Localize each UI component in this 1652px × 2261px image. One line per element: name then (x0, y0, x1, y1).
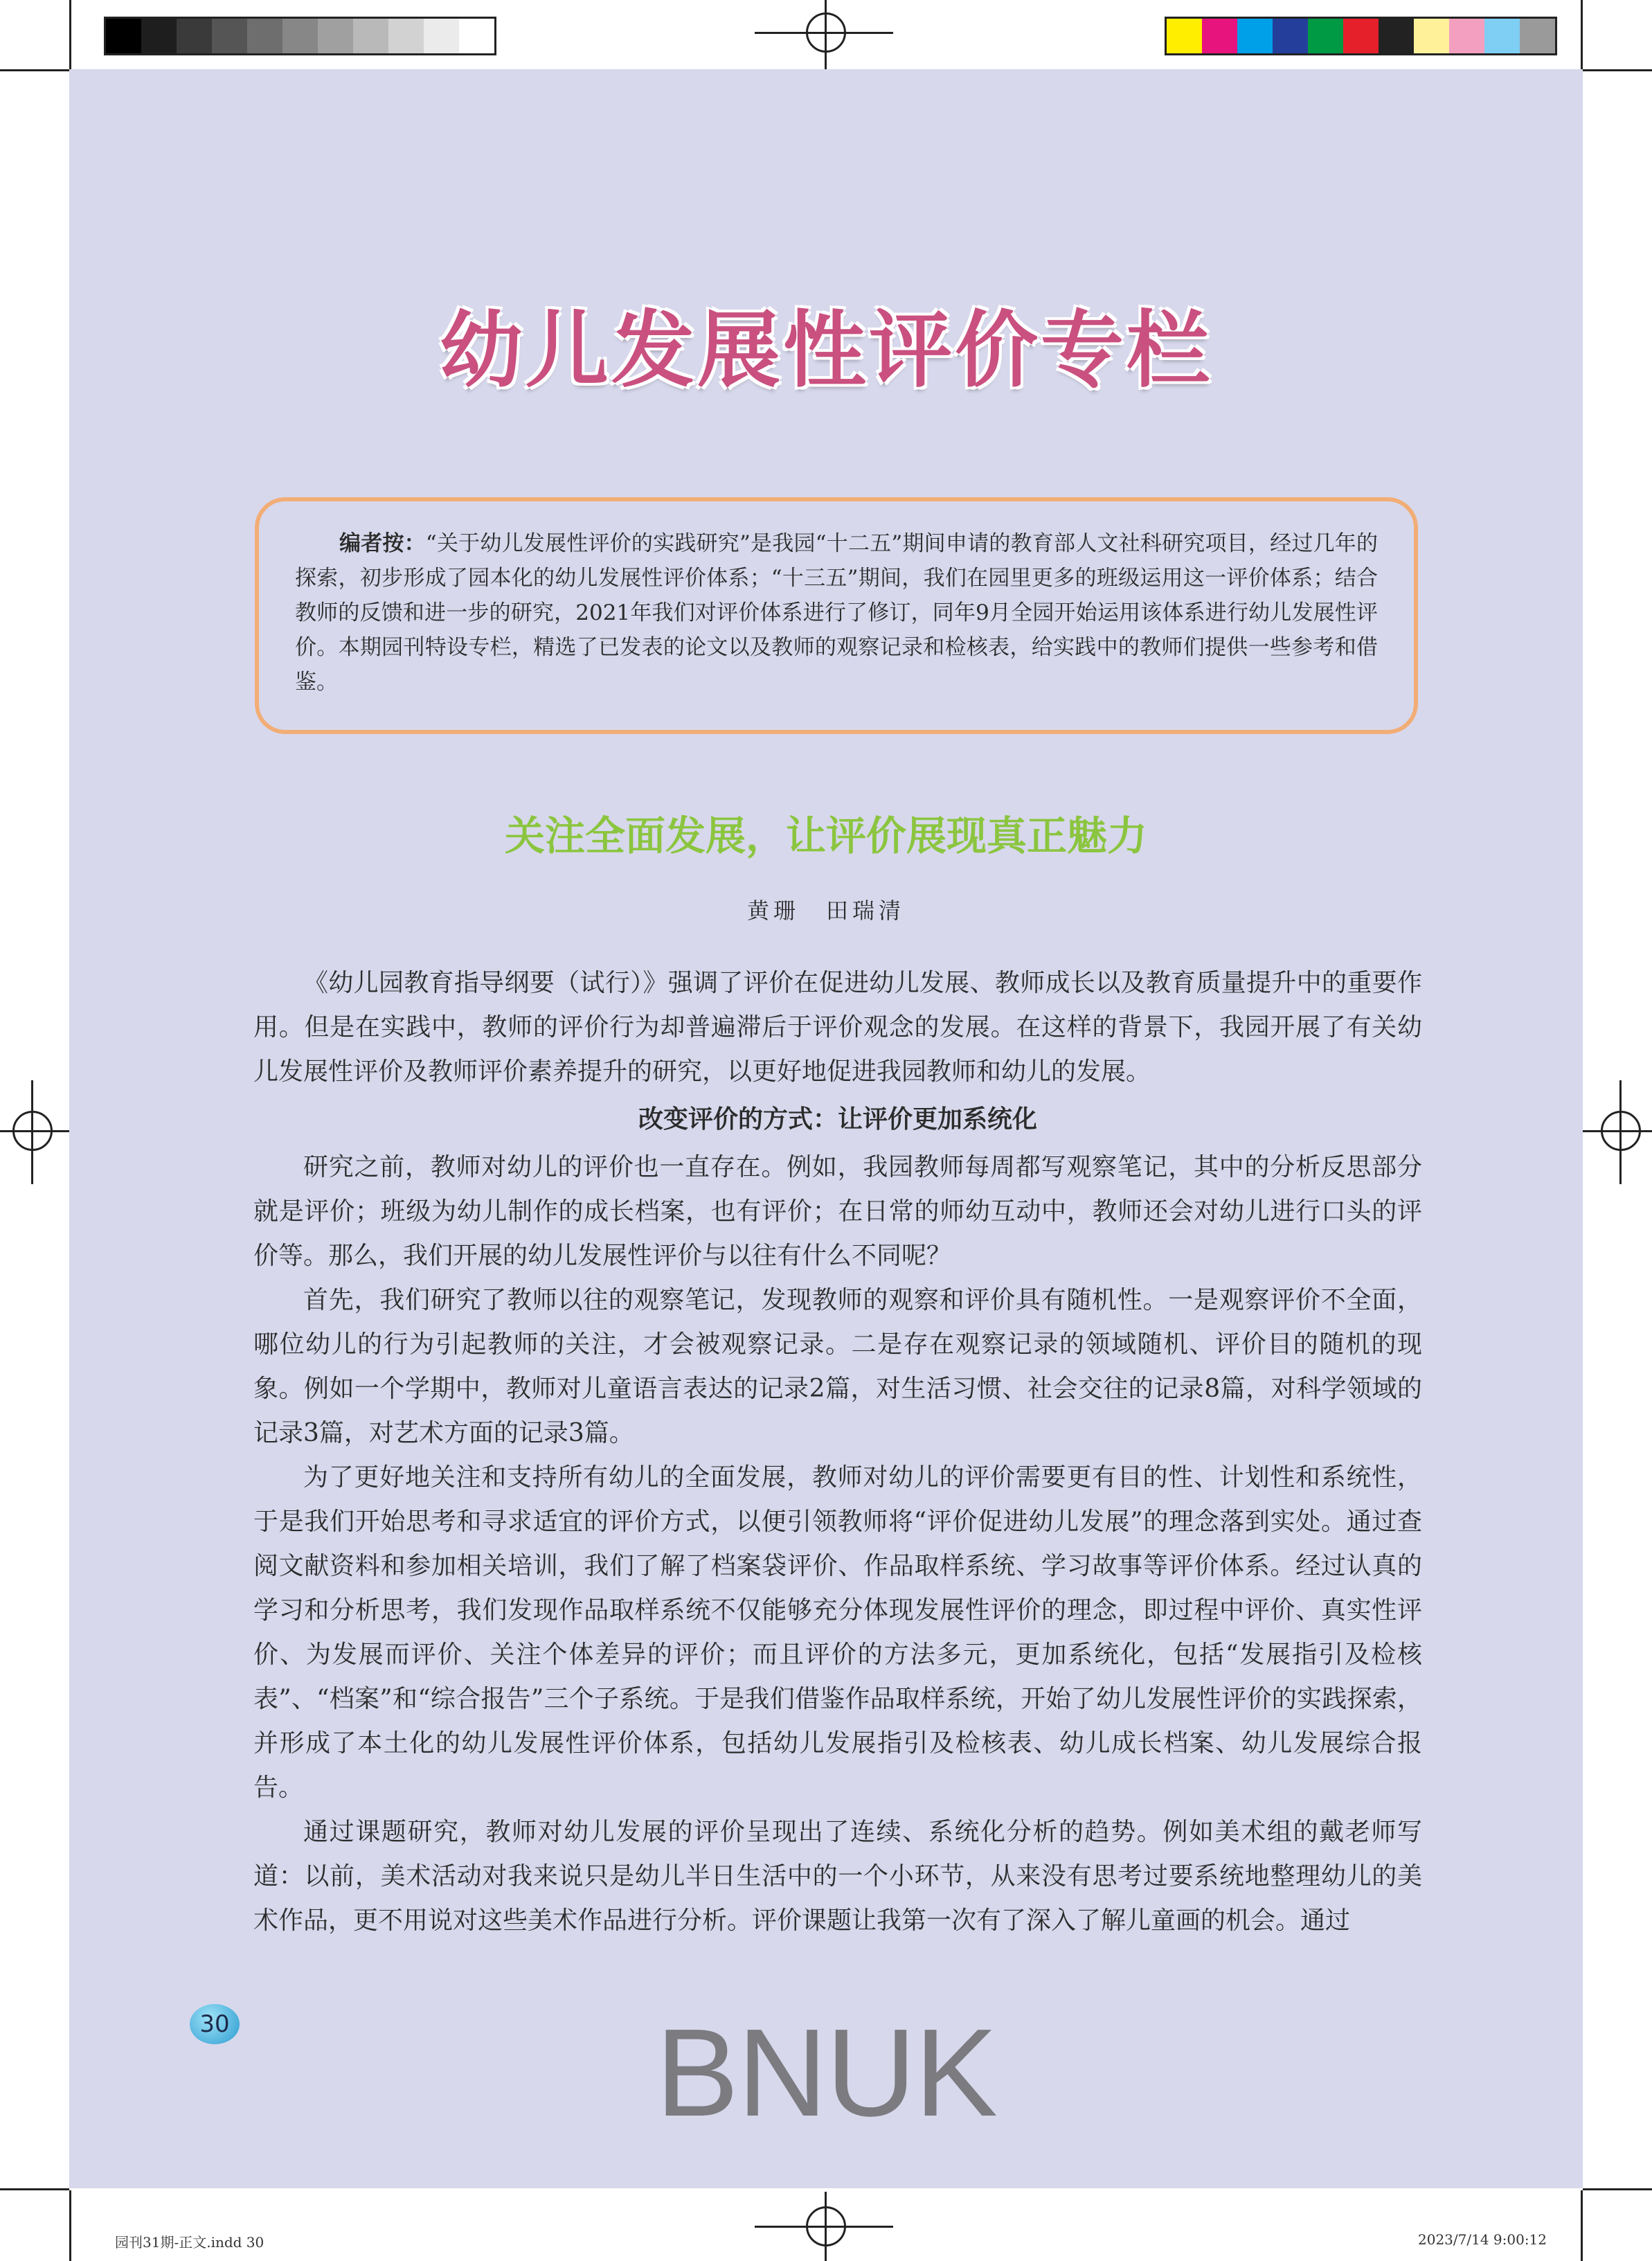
editor-note-lead: 编者按： (339, 531, 426, 556)
article-title: 关注全面发展，让评价展现真正魅力 (504, 812, 1147, 859)
color-swatch (1343, 19, 1379, 53)
gray-swatch (177, 19, 212, 53)
gray-swatch (388, 19, 424, 53)
page-number-badge: 30 (190, 2004, 240, 2044)
registration-line (1583, 1130, 1652, 1132)
color-swatch (1167, 19, 1202, 53)
crop-mark (69, 0, 71, 69)
registration-line (755, 2226, 893, 2228)
crop-mark (0, 69, 69, 71)
gray-swatch (318, 19, 353, 53)
footer-timestamp: 2023/7/14 9:00:12 (1418, 2231, 1547, 2248)
registration-line (825, 0, 827, 69)
body-paragraph: 首先，我们研究了教师以往的观察笔记，发现教师的观察和评价具有随机性。一是观察评价不全面，哪位幼儿的行为引起教师的关注，才会被观察记录。二是存在观察记录的领域随机、评价目的随机的现象。例如一个学期中，教师对儿童语言表达的记录2篇，对生活习惯、社会交往的记录8篇，对科学领域的记录3篇，对艺术方面的记录3篇。 (253, 1286, 1422, 1447)
gray-swatch (459, 19, 494, 53)
body-paragraph: 研究之前，教师对幼儿的评价也一直存在。例如，我园教师每周都写观察笔记，其中的分析反思部分就是评价；班级为幼儿制作的成长档案，也有评价；在日常的师幼互动中，教师还会对幼儿进行口头的评价等。那么，我们开展的幼儿发展性评价与以往有什么不同呢？ (253, 1153, 1422, 1270)
crop-mark (0, 2188, 69, 2190)
gray-swatch (353, 19, 388, 53)
crop-mark (1583, 2188, 1652, 2190)
registration-line (31, 1080, 33, 1184)
gray-swatch (106, 19, 141, 53)
article-body (253, 961, 1422, 1943)
editor-note-box (255, 497, 1418, 734)
registration-line (1619, 1080, 1622, 1184)
gray-swatch (212, 19, 247, 53)
color-calibration-bar (1165, 17, 1557, 55)
crop-mark (1581, 2190, 1583, 2261)
gray-swatch (247, 19, 282, 53)
footer-file-info: 园刊31期-正文.indd 30 (115, 2234, 264, 2251)
color-swatch (1484, 19, 1520, 53)
gray-swatch (424, 19, 459, 53)
editor-note-text: “关于幼儿发展性评价的实践研究”是我园“十二五”期间申请的教育部人文社科研究项目，经过几年的探索，初步形成了园本化的幼儿发展性评价体系；“十三五”期间，我们在园里更多的班级运用这一评价体系；结合教师的反馈和进一步的研究，2021年我们对评价体系进行了修订，同年9月全园开始运用该体系进行幼儿发展性评价。本期园刊特设专栏，精选了已发表的论文以及教师的观察记录和检核表，给实践中的教师们提供一些参考和借鉴。 (295, 531, 1379, 695)
intro-paragraph: 《幼儿园教育指导纲要（试行）》强调了评价在促进幼儿发展、教师成长以及教育质量提升中的重要作用。但是在实践中，教师的评价行为却普遍滞后于评价观念的发展。在这样的背景下，我园开展了有关幼儿发展性评价及教师评价素养提升的研究，以更好地促进我园教师和幼儿的发展。 (253, 969, 1422, 1086)
column-title: 幼儿发展性评价专栏 (440, 303, 1212, 399)
article-authors: 黄珊 田瑞清 (746, 897, 905, 924)
color-swatch (1449, 19, 1484, 53)
registration-line (825, 2192, 827, 2261)
color-swatch (1520, 19, 1555, 53)
color-swatch (1308, 19, 1343, 53)
crop-mark (1583, 69, 1652, 71)
section-heading: 改变评价的方式：让评价更加系统化 (638, 1105, 1037, 1134)
color-swatch (1273, 19, 1308, 53)
crop-mark (1581, 0, 1583, 69)
watermark-logo: BNUK (655, 2003, 997, 2143)
color-swatch (1414, 19, 1449, 53)
registration-line (0, 1130, 69, 1132)
color-swatch (1237, 19, 1273, 53)
gray-swatch (141, 19, 177, 53)
registration-line (755, 32, 893, 34)
color-swatch (1202, 19, 1237, 53)
body-paragraph: 为了更好地关注和支持所有幼儿的全面发展，教师对幼儿的评价需要更有目的性、计划性和系统性，于是我们开始思考和寻求适宜的评价方式，以便引领教师将“评价促进幼儿发展”的理念落到实处。通过查阅文献资料和参加相关培训，我们了解了档案袋评价、作品取样系统、学习故事等评价体系。经过认真的学习和分析思考，我们发现作品取样系统不仅能够充分体现发展性评价的理念，即过程中评价、真实性评价、为发展而评价、关注个体差异的评价；而且评价的方法多元，更加系统化，包括“发展指引及检核表”、“档案”和“综合报告”三个子系统。于是我们借鉴作品取样系统，开始了幼儿发展性评价的实践探索，并形成了本土化的幼儿发展性评价体系，包括幼儿发展指引及检核表、幼儿成长档案、幼儿发展综合报告。 (253, 1463, 1422, 1802)
body-paragraph: 通过课题研究，教师对幼儿发展的评价呈现出了连续、系统化分析的趋势。例如美术组的戴老师写道：以前，美术活动对我来说只是幼儿半日生活中的一个小环节，从来没有思考过要系统地整理幼儿的美术作品，更不用说对这些美术作品进行分析。评价课题让我第一次有了深入了解儿童画的机会。通过 (253, 1818, 1422, 1935)
gray-swatch (282, 19, 318, 53)
grayscale-calibration-bar (104, 17, 496, 55)
color-swatch (1379, 19, 1414, 53)
crop-mark (69, 2190, 71, 2261)
